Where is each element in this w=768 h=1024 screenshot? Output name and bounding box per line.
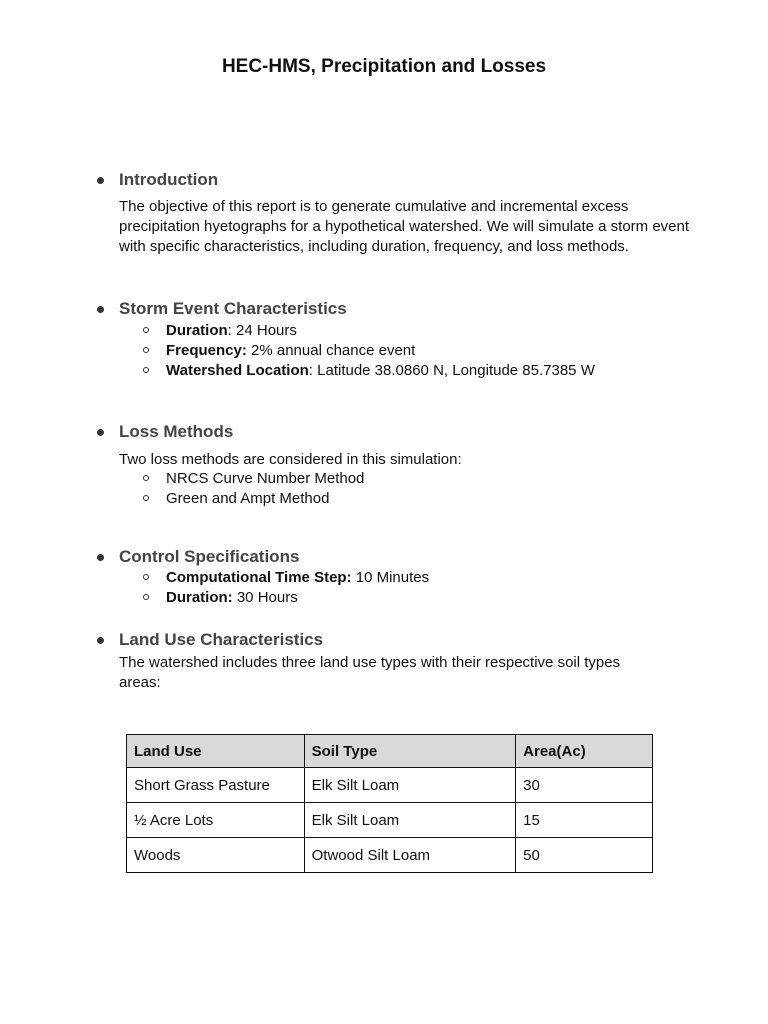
loss-item-label: Green and Ampt Method [166,490,330,507]
landuse-text: The watershed includes three land use types with their respective soil types areas: [119,654,621,691]
table-cell: Elk Silt Loam [304,803,516,838]
table-cell: Short Grass Pasture [127,768,305,803]
control-heading: Control Specifications [119,547,300,566]
item-value: Latitude 38.0860 N, Longitude 85.7385 W [312,362,595,379]
loss-item-label: NRCS Curve Number Method [166,470,365,487]
item-value: 24 Hours [231,322,297,339]
circle-bullet-icon [143,594,149,600]
loss-intro: Two loss methods are considered in this simulation: [119,451,462,468]
table-cell: ½ Acre Lots [127,803,305,838]
table-row [127,768,653,803]
bullet [97,429,104,436]
item-value: 10 Minutes [351,569,430,586]
introduction-heading: Introduction [119,170,219,189]
item-label: Computational Time Step: [166,569,352,586]
column-header: Soil Type [304,735,516,768]
item-label: Frequency: [166,342,247,359]
item-label: Duration: [166,589,233,606]
circle-bullet-icon [143,495,149,501]
item-value: 30 Hours [232,589,298,606]
column-header: Land Use [127,735,305,768]
landuse-table [126,734,653,873]
table-row [127,838,653,873]
introduction-text: The objective of this report is to generate cumulative and incremental excess precipitation hyetographs for a hypothetical watershed. We will simulate a storm event with specific characteristics, including duration, frequency, and loss methods. [119,198,690,255]
item-label: Watershed Location [166,362,309,379]
table-row [127,803,653,838]
circle-bullet-icon [143,367,149,373]
item-value: 2% annual chance event [246,342,416,359]
circle-bullet-icon [143,475,149,481]
circle-bullet-icon [143,347,149,353]
bullet [97,177,104,184]
bullet [97,306,104,313]
table-cell: Woods [127,838,305,873]
loss-heading: Loss Methods [119,422,234,441]
circle-bullet-icon [143,574,149,580]
storm-heading: Storm Event Characteristics [119,299,347,318]
table-cell: Otwood Silt Loam [304,838,516,873]
item-label: Duration [166,322,228,339]
circle-bullet-icon [143,327,149,333]
landuse-heading: Land Use Characteristics [119,630,324,649]
table-cell: 50 [516,838,653,873]
item-sep: : [227,322,232,339]
item-sep: : [308,362,313,379]
page-title: HEC-HMS, Precipitation and Losses [221,56,547,77]
bullet [97,637,104,644]
table-header-row [127,735,653,768]
bullet [97,554,104,561]
column-header: Area(Ac) [516,735,653,768]
table-cell: 15 [516,803,653,838]
table-cell: Elk Silt Loam [304,768,516,803]
table-cell: 30 [516,768,653,803]
